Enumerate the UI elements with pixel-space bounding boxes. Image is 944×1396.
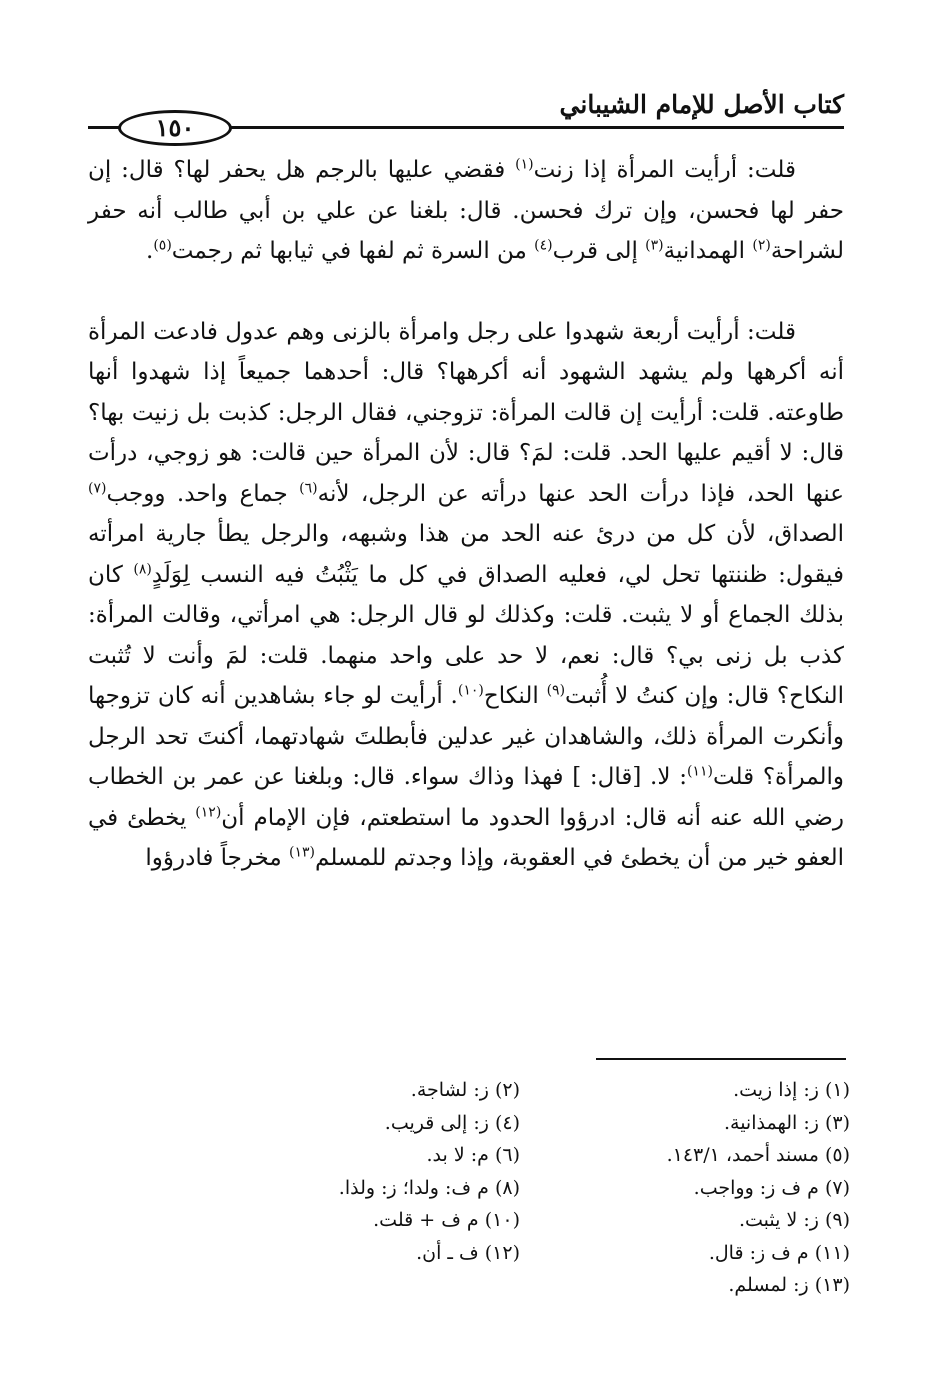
book-title: كتاب الأصل للإمام الشيباني xyxy=(559,90,844,119)
text-segment: كان بذلك الجماع أو لا يثبت. قلت: وكذلك لو قال الرجل: هي امرأتي، وقالت المرأة: كذب بل زنى بي؟ قال: نعم، لا حد على واحد منهما. قلت: لمَ وأنت لا تُثبت النكاح؟ قال: وإن كنتُ لا أُثبت xyxy=(88,561,844,709)
text-segment: إلى قرب xyxy=(552,238,646,264)
footnote-text: م ف ز: قال. xyxy=(708,1241,815,1264)
text-segment: . أرأيت لو جاء بشاهدين أنه كان تزوجها وأنكرت المرأة ذلك، والشاهدان غير عدلين فأبطلتَ شهادتهما، أكنتَ تحد الرجل والمرأة؟ قلت xyxy=(88,683,844,790)
footnote-text: م ف: ولدا؛ ز: ولذا. xyxy=(338,1176,495,1199)
footnote-number: (٥) xyxy=(824,1144,850,1166)
footnote-text: ز: لا يثبت. xyxy=(738,1209,825,1231)
footnote xyxy=(210,1139,520,1172)
paragraph xyxy=(88,312,844,879)
footnote-text: م ف + قلت. xyxy=(373,1209,485,1231)
footnote xyxy=(520,1139,850,1172)
text-segment: الصداق، لأن كل من درئ عنه الحد من هذا وشبهه، والرجل يطأ جارية امرأته فيقول: ظننتها تحل لي، فعليه الصداق في كل ما يَثْبُتُ فيه النسب لِوَلَدٍ xyxy=(88,521,844,588)
footnotes xyxy=(210,1074,850,1302)
footnote-text: م: لا بد. xyxy=(426,1144,495,1166)
footnote-text: مسند أحمد، ١٤٣/١. xyxy=(666,1144,825,1166)
footnote-number: (٧) xyxy=(824,1176,850,1199)
footnote-text: ز: لشاجة. xyxy=(410,1079,495,1101)
footnote xyxy=(520,1204,850,1237)
footnote-marker: (٢) xyxy=(752,237,771,254)
footnote-text: ف ـ أن. xyxy=(416,1241,485,1264)
text-segment: النكاح xyxy=(483,683,547,709)
footnote-marker: (٦) xyxy=(299,479,318,496)
footnote-number: (٦) xyxy=(494,1144,520,1166)
text-segment: مخرجاً فادرؤوا xyxy=(145,845,290,871)
text-segment: قلت: أرأيت المرأة إذا زنت xyxy=(533,157,796,183)
footnote-number: (٨) xyxy=(494,1176,520,1199)
footnote xyxy=(210,1172,520,1205)
footnote-marker: (١٣) xyxy=(289,844,316,861)
text-segment: فقضي عليها بالرجم هل يحفر لها؟ قال: إن حفر لها فحسن، وإن ترك فحسن. قال: بلغنا عن علي بن أبي طالب أنه حفر لشراحة xyxy=(88,157,844,264)
paragraph xyxy=(88,150,844,272)
text-segment: من السرة ثم لفها في ثيابها ثم رجمت xyxy=(171,238,535,264)
footnote-text: ز: إذا زيت. xyxy=(733,1079,825,1101)
footnote-number: (١١) xyxy=(814,1241,850,1264)
footnote-text: م ف ز: وواجب. xyxy=(693,1176,825,1199)
footnote-marker: (١) xyxy=(515,156,534,173)
footnote-number: (٩) xyxy=(824,1209,850,1231)
footnote xyxy=(210,1204,520,1237)
footnote-number: (٢) xyxy=(494,1079,520,1101)
footnote-text: ز: إلى قريب. xyxy=(384,1111,495,1134)
footnote-marker: (١٢) xyxy=(195,803,222,820)
footnote xyxy=(520,1172,850,1205)
footnote xyxy=(520,1107,850,1140)
footnote-number: (١٢) xyxy=(484,1241,520,1264)
footnote-marker: (٧) xyxy=(88,479,107,496)
footnote-number: (٣) xyxy=(824,1111,850,1134)
text-segment: : لا. [قال: ] فهذا وذاك سواء. قال: وبلغنا عن عمر بن الخطاب رضي الله عنه أنه قال: ادرؤوا الحدود ما استطعتم، فإن الإمام أن xyxy=(88,764,844,831)
footnote-number: (١) xyxy=(824,1079,850,1101)
footnote xyxy=(520,1269,850,1302)
footnote xyxy=(210,1074,520,1107)
footnote xyxy=(210,1107,520,1140)
page-number: ١٥٠ xyxy=(118,110,232,146)
text-segment: يخطئ في العفو خير من أن يخطئ في العقوبة، وإذا وجدتم للمسلم xyxy=(88,804,844,871)
footnote-marker: (٨) xyxy=(133,560,152,577)
footnote-marker: (١٠) xyxy=(457,682,484,699)
footnote-number: (٤) xyxy=(494,1111,520,1134)
footnote xyxy=(520,1237,850,1270)
footnote-number: (١٠) xyxy=(484,1209,520,1231)
footnote-number: (١٣) xyxy=(814,1274,850,1296)
footnote-marker: (١١) xyxy=(686,763,713,780)
footnote xyxy=(520,1074,850,1107)
page-header xyxy=(88,62,844,142)
footnote-marker: (٥) xyxy=(153,237,172,254)
main-text xyxy=(88,150,844,879)
text-segment: قلت: أرأيت أربعة شهدوا على رجل وامرأة بالزنى وهم عدول فادعت المرأة أنه أكرهها ولم يشهد الشهود أنه أكرهها؟ قال: أحدهما جميعاً إذا شهدوا أنها طاوعته. قلت: أرأيت إن قالت المرأة: تزوجني، فقال الرجل: كذبت بل زنيت بها؟ قال: لا أقيم عليها الحد. قلت: لمَ؟ قال: لأن المرأة حين قالت: هو زوجي، درأت عنها الحد، فإذا درأت الحد عنها درأته عن الرجل، لأنه xyxy=(88,318,845,507)
footnote-text: ز: لمسلم. xyxy=(728,1274,815,1296)
footnote-marker: (٤) xyxy=(534,237,553,254)
footnote-marker: (٩) xyxy=(546,682,566,699)
footnote xyxy=(210,1237,520,1270)
text-segment: الهمدانية xyxy=(663,238,753,264)
footnote-text: ز: الهمذانية. xyxy=(723,1111,825,1134)
footnote-marker: (٣) xyxy=(645,237,664,254)
text-segment: جماع واحد. ووجب xyxy=(106,480,300,507)
text-segment: . xyxy=(146,238,154,264)
footnote-separator xyxy=(596,1058,846,1060)
